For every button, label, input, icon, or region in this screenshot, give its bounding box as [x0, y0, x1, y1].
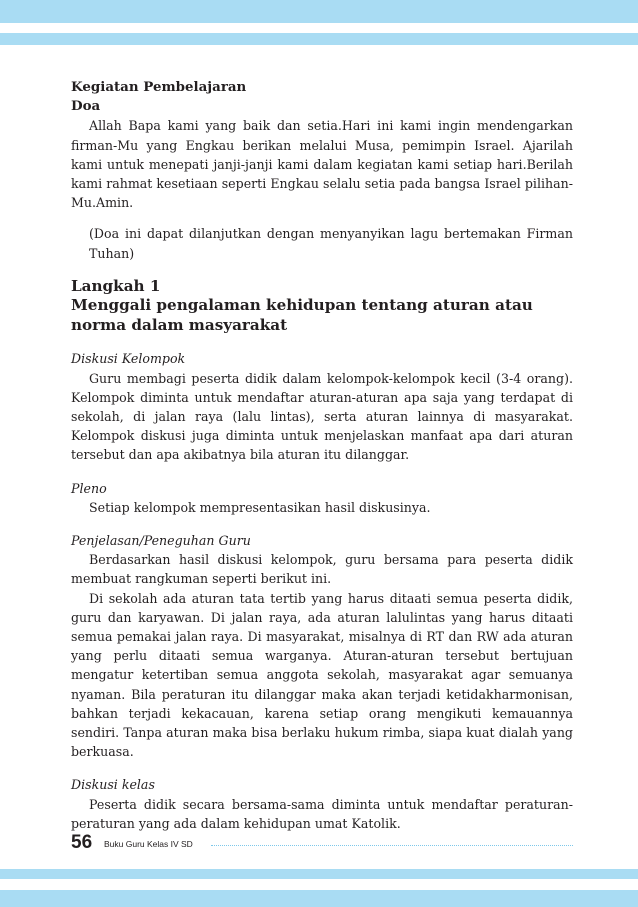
penjelasan-paragraph-1: Berdasarkan hasil diskusi kelompok, guru bersama para peserta didik membuat rangkuman seperti berikut ini.: [71, 552, 573, 587]
pleno-paragraph: Setiap kelompok mempresentasikan hasil diskusinya.: [89, 499, 431, 515]
diskusi-kelompok-paragraph: Guru membagi peserta didik dalam kelompok-kelompok kecil (3-4 orang). Kelompok diminta untuk mendaftar aturan-aturan apa saja yang terdapat di sekolah, di jalan raya (lalu lintas), serta aturan lainnya di masyarakat. Kelompok diskusi juga diminta untuk menjelaskan manfaat apa dari aturan tersebut dan apa akibatnya bila aturan itu dilanggar.: [71, 370, 573, 463]
book-title: Buku Guru Kelas IV SD: [104, 839, 193, 849]
footer-divider: [211, 845, 573, 846]
heading-kegiatan: Kegiatan Pembelajaran: [71, 79, 247, 95]
bottom-band-thin: [0, 869, 638, 879]
doa-paragraph: Allah Bapa kami yang baik dan setia.Hari ini kami ingin mendengarkan firman-Mu yang Engkau berikan melalui Musa, pemimpin Israel. Ajarilah kami untuk menepati janji-janji kami dalam kegiatan kami setiap hari.Berilah kami rahmat kesetiaan seperti Engkau selalu setia pada bangsa Israel pilihan-Mu.Amin.: [71, 118, 573, 211]
diskusi-kelompok-label: Diskusi Kelompok: [71, 351, 186, 367]
penjelasan-paragraph-2: Di sekolah ada aturan tata tertib yang harus ditaati semua peserta didik, guru dan karyawan. Di jalan raya, ada aturan lalulintas yang harus ditaati semua pemakai jalan raya. Di masyarakat, misalnya di RT dan RW ada aturan yang perlu ditaati semua warganya. Aturan-aturan tersebut bertujuan mengatur ketertiban semua anggota sekolah, masyarakat agar semuanya nyaman. Bila peraturan itu dilanggar maka akan terjadi ketidakharmonisan, bahkan terjadi kekacauan, karena setiap orang mengikuti kemauannya sendiri. Tanpa aturan maka bisa berlaku hukum rimba, siapa kuat dialah yang berkuasa.: [71, 590, 573, 760]
page-number: 56: [71, 832, 93, 853]
diskusi-kelas-paragraph: Peserta didik secara bersama-sama diminta untuk mendaftar peraturan-peraturan yang ada dalam kehidupan umat Katolik.: [71, 796, 573, 831]
top-band-thin: [0, 33, 638, 45]
bottom-band: [0, 890, 638, 907]
pleno-label: Pleno: [71, 480, 107, 496]
top-band: [0, 0, 638, 23]
langkah-title: Langkah 1: [71, 276, 161, 295]
langkah-subtitle: Menggali pengalaman kehidupan tentang aturan atau norma dalam masyarakat: [71, 296, 533, 334]
page-content: [71, 78, 573, 833]
penjelasan-label: Penjelasan/Peneguhan Guru: [71, 532, 251, 548]
doa-note: (Doa ini dapat dilanjutkan dengan menyanyikan lagu bertemakan Firman Tuhan): [89, 226, 573, 261]
diskusi-kelas-label: Diskusi kelas: [71, 777, 155, 793]
heading-doa: Doa: [71, 98, 101, 115]
page-footer: [71, 832, 573, 858]
